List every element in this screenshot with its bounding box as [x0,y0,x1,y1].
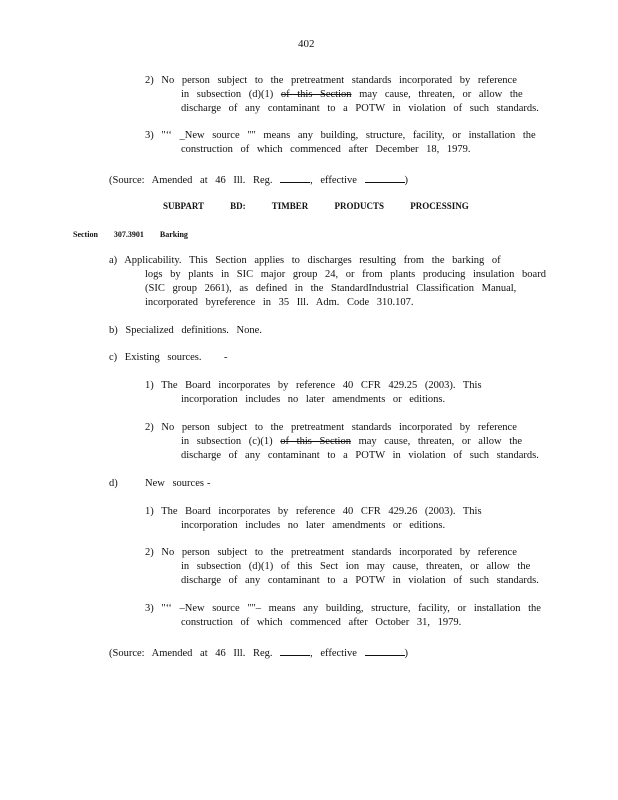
c-item-1-line-1: 1) The Board incorporates by reference 40 CFR 429.25 (2003). This [145,380,482,391]
d-item-2-line-2: in subsection (d)(1) of this Sect ion may cause, threaten, or allow the [181,561,531,572]
c-item-2-text-a: in subsection (c)(1) [181,436,273,447]
d-item-3-line-2: construction of which commenced after October 31, 1979. [181,617,462,628]
source-note-2 [109,644,408,660]
applicability-line-4: incorporated byreference in 35 Ill. Adm. Code 310.107. [145,297,414,308]
c-item-1-line-2: incorporation includes no later amendments or editions. [181,394,446,405]
d-item-3-line-1: 3) "‘‘ –New source ""– means any building, structure, facility, or installation the [145,603,541,614]
source-suffix: ) [404,175,409,186]
applicability-line-1: a) Applicability. This Section applies to discharges resulting from the barking of [109,255,501,266]
source-note-1 [109,171,408,187]
source-mid: , effective [310,648,357,659]
item-2-line-3: discharge of any contaminant to a POTW in violation of such standards. [181,103,539,114]
c-item-2-line-2 [181,435,522,448]
existing-sources-dash: - [224,352,228,363]
c-item-2-text-b: may cause, threaten, or allow the [358,436,523,447]
d-item-2-line-1: 2) No person subject to the pretreatment standards incorporated by reference [145,547,517,558]
d-item-1-line-2: incorporation includes no later amendments or editions. [181,520,446,531]
applicability-line-3: (SIC group 2661), as defined in the StandardIndustrial Classification Manual, [145,283,517,294]
item-2-text-b: may cause, threaten, or allow the [359,89,523,100]
struck-text: of this Section [280,436,351,447]
new-sources-label: d) [109,478,118,489]
item-2-line-2 [181,88,523,101]
blank-effective [365,644,405,656]
d-item-1-line-1: 1) The Board incorporates by reference 40 CFR 429.26 (2003). This [145,506,482,517]
source-suffix: ) [404,648,409,659]
definitions-line: b) Specialized definitions. None. [109,325,262,336]
item-3-line-2: construction of which commenced after December 18, 1979. [181,144,471,155]
item-3-line-1: 3) "‘‘ _New source "" means any building, structure, facility, or installation the [145,130,536,141]
applicability-line-2: logs by plants in SIC major group 24, or from plants producing insulation board [145,269,546,280]
item-2-line-1: 2) No person subject to the pretreatment standards incorporated by reference [145,75,517,86]
struck-text: of this Section [280,89,352,100]
c-item-2-line-1: 2) No person subject to the pretreatment standards incorporated by reference [145,422,517,433]
blank-reg [280,171,310,183]
source-prefix: (Source: Amended at 46 Ill. Reg. [109,175,273,186]
section-heading: Section 307.3901 Barking [73,230,188,239]
page-number: 402 [298,38,315,50]
source-mid: , effective [310,175,357,186]
new-sources-dash: - [207,478,211,489]
source-prefix: (Source: Amended at 46 Ill. Reg. [109,648,273,659]
item-2-text-a: in subsection (d)(1) [181,89,274,100]
subpart-heading: SUBPART BD: TIMBER PRODUCTS PROCESSING [163,201,469,211]
d-item-2-line-3: discharge of any contaminant to a POTW in violation of such standards. [181,575,539,586]
c-item-2-line-3: discharge of any contaminant to a POTW in violation of such standards. [181,450,539,461]
blank-effective [365,171,405,183]
new-sources-heading: New sources [145,478,204,489]
blank-reg [280,644,310,656]
existing-sources-heading: c) Existing sources. [109,352,202,363]
